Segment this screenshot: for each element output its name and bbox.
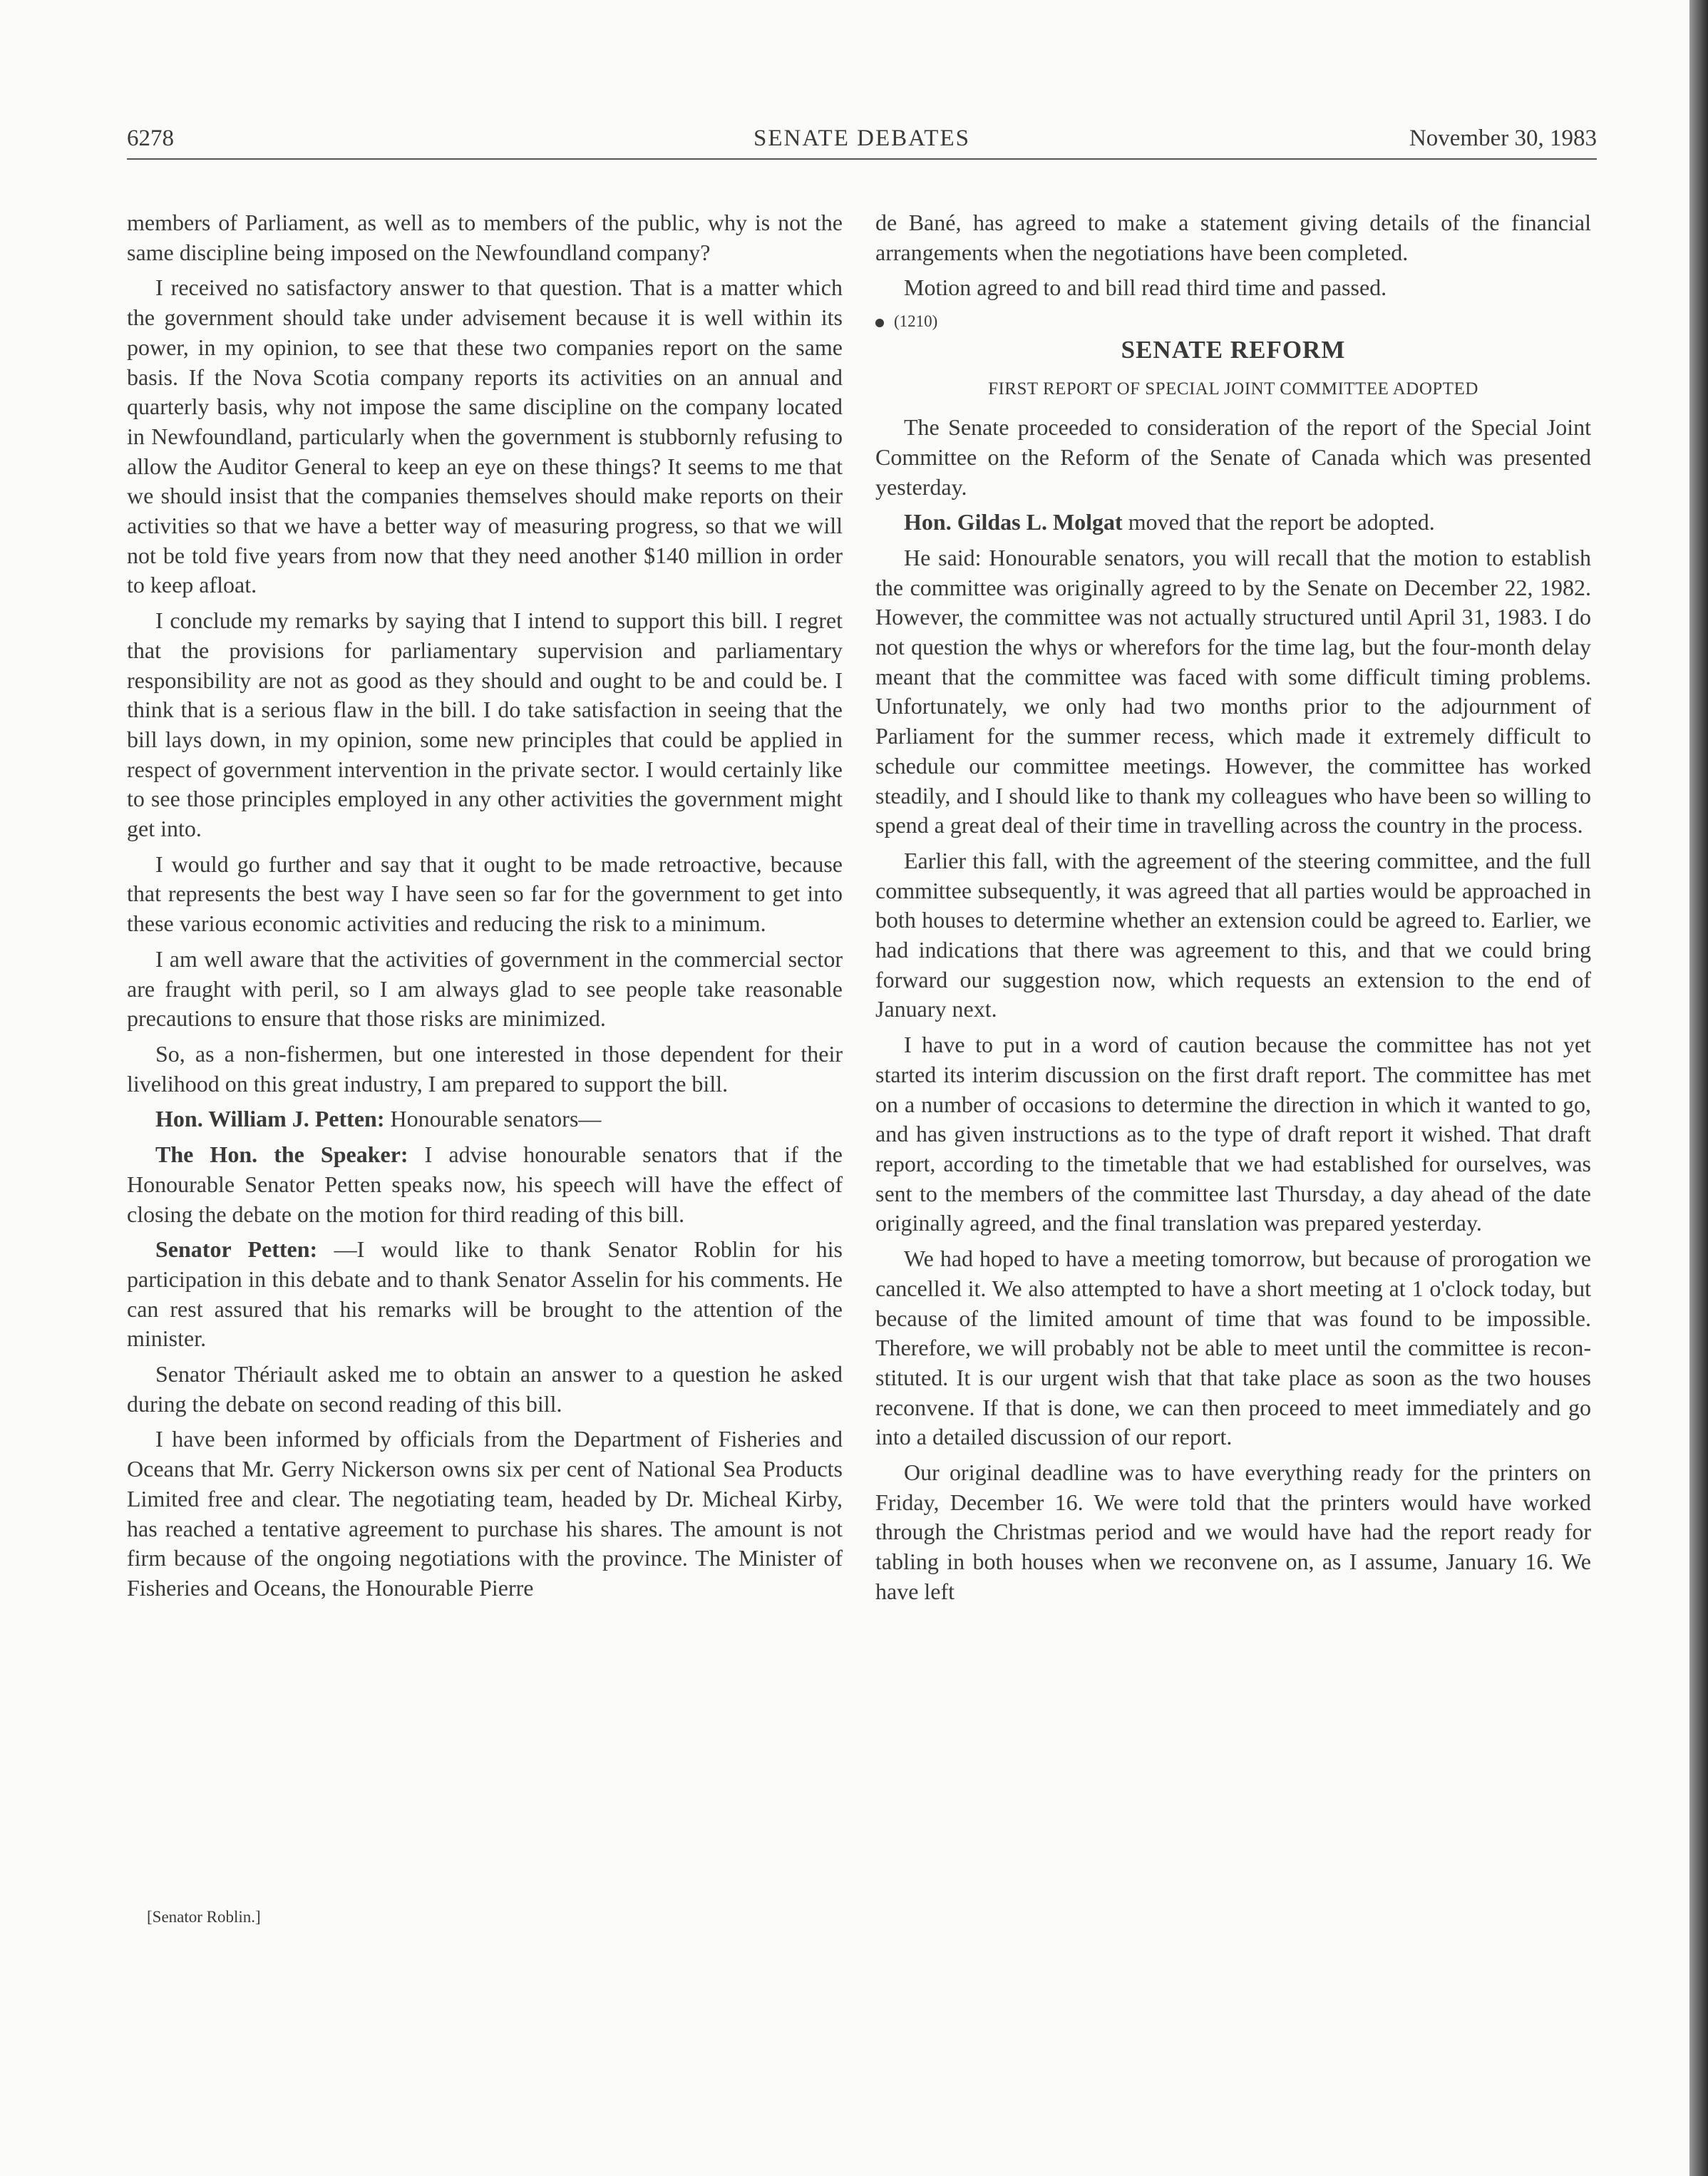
paragraph: I have been informed by officials from the Department of Fisheries and Oceans that Mr. Gerry Nickerson owns six per cent of National Sea Products Limited free and clear. The negotiating team, headed by Dr. Micheal Kirby, has reached a tentative agreement to purchase his shares. The amount is not firm because of the ongoing negotiations with the province. The Minister of Fisheries and Oceans, the Honourable Pierre xyxy=(127,1426,843,1601)
bullet-icon xyxy=(875,319,884,327)
speech-text: I advise honourable senators that if the Honourable Senator Petten speaks now, his speech will have the effect of closing the debate on the motion for third reading of this bill. xyxy=(127,1141,843,1227)
time-marker xyxy=(875,309,1591,334)
speech-text: —I would like to thank Senator Roblin for his participation in this debate and to thank Senator Asselin for his comments. He can rest assured that his remarks will be brought to the attention of the minister. xyxy=(127,1236,843,1352)
paragraph: de Bané, has agreed to make a statement giving details of the financial arrangements when the negotiations have been completed. xyxy=(875,210,1591,265)
paragraph: So, as a non-fishermen, but one interested in those dependent for their livelihood on this great industry, I am prepared to support the bill. xyxy=(127,1040,843,1097)
paragraph: Earlier this fall, with the agreement of the steering committee, and the full committee subsequently, it was agreed that all parties would be approached in both houses to determine whether an extension could be agreed to. Earlier, we had indications that there was agreement to this, and that we could bring forward our suggestion now, which requests an extension to the end of January next. xyxy=(875,847,1591,1022)
publication-date: November 30, 1983 xyxy=(1409,125,1597,151)
speaker-name: Senator Petten: xyxy=(155,1236,318,1263)
speech-paragraph xyxy=(127,1235,843,1354)
paragraph: Motion agreed to and bill read third time and passed. xyxy=(904,274,1387,301)
paragraph: I received no satisfactory answer to that question. That is a matter which the government should take under advisement because it is well within its power, in my opinion, to see that these two companies report on the same basis. If the Nova Scotia company reports its activities on an annual and quarterly basis, why not impose the same discipline on the company located in Newfoundland, particularly when the government is stubbornly refusing to allow the Auditor General to keep an eye on these things? It seems to me that we should insist that the companies themselves should make reports on their activities so that we have a better way of measuring progress, so that we will not be told five years from now that they need another $140 million in order to keep afloat. xyxy=(127,274,843,598)
paragraph: I have to put in a word of caution because the committee has not yet started its interim discussion on the first draft report. The committee has met on a number of occasions to determine the direction in which it wanted to go, and has given instructions as to the type of draft report it wished. That draft report, according to the timetable that we had established for ourselves, was sent to the members of the committee last Thursday, a day ahead of the date originally agreed, and the final translation was prepared yesterday. xyxy=(875,1032,1591,1236)
speech-text: Honourable senators— xyxy=(384,1106,602,1132)
publication-title: SENATE DEBATES xyxy=(753,125,970,151)
paragraph: I would go further and say that it ought to be made retroactive, because that represents the best way I have seen so far for the government to get into these various economic activities and reducing the risk to a minimum. xyxy=(127,851,843,937)
speech-paragraph xyxy=(875,508,1591,538)
paragraph: Senator Thériault asked me to obtain an answer to a question he asked during the debate on second reading of this bill. xyxy=(127,1361,843,1417)
paragraph: He said: Honourable senators, you will recall that the motion to establish the committee was originally agreed to by the Senate on December 22, 1982. However, the committee was not actually structured until April 31, 1983. I do not question the whys or wherefors for the time lag, but the four-month delay meant that the committee was faced with some difficult timing problems. Unfortunately, we only had two months prior to the adjournment of Parliament for the summer recess, which made it extremely difficult to schedule our committee meetings. However, the committee has worked steadily, and I should like to thank my colleagues who have been so willing to spend a great deal of their time in travelling across the country in the process. xyxy=(875,544,1591,838)
paragraph: I am well aware that the activities of government in the commercial sector are fraught with peril, so I am always glad to see people take reasonable precautions to ensure that those risks are minimized. xyxy=(127,945,843,1032)
speech-paragraph xyxy=(127,1104,843,1134)
paragraph: The Senate proceeded to consideration of the report of the Special Joint Committee on the Reform of the Senate of Canada which was presented yesterday. xyxy=(875,414,1591,500)
speaker-name: Hon. William J. Petten: xyxy=(155,1106,385,1132)
speaker-name: Hon. Gildas L. Molgat xyxy=(904,509,1123,535)
speech-text: moved that the report be adopted. xyxy=(1122,509,1435,535)
paragraph: Our original deadline was to have everything ready for the printers on Friday, December 16. We were told that the printers would have worked through the Christmas period and we would have had the report ready for tabling in both houses when we reconvene on, as I assume, January 16. We have left xyxy=(875,1459,1591,1604)
paragraph: We had hoped to have a meeting tomorrow, but because of prorogation we cancelled it. We also attempted to have a short meeting at 1 o'clock today, but because of the limited amount of time that was found to be impossible. Therefore, we will probably not be able to meet until the committee is reconstituted. It is our urgent wish that that take place as soon as the two houses reconvene. If that is done, we can then proceed to meet immediately and go into a detailed discussion of our report. xyxy=(875,1246,1591,1450)
page-edge-shadow xyxy=(1689,0,1708,2176)
section-title: SENATE REFORM xyxy=(1121,336,1346,364)
page-number: 6278 xyxy=(127,125,174,151)
paragraph: I conclude my remarks by saying that I intend to support this bill. I regret that the provisions for parliamentary supervision and parliamentary responsibility are not as good as they should and ought to be and could be. I think that is a serious flaw in the bill. I do take satisfaction in seeing that the bill lays down, in my opinion, some new principles that could be applied in respect of government intervention in the private sector. I would certainly like to see those principles employed in any other activities the government might get into. xyxy=(127,607,843,842)
paragraph: members of Parliament, as well as to members of the public, why is not the same discipline being imposed on the Newfoundland company? xyxy=(127,210,843,265)
right-column xyxy=(875,208,1591,1613)
time-marker-text: (1210) xyxy=(894,312,938,331)
left-column xyxy=(127,208,843,1609)
section-subtitle: FIRST REPORT OF SPECIAL JOINT COMMITTEE ADOPTED xyxy=(988,379,1478,399)
page-header xyxy=(127,123,1597,160)
speaker-name: The Hon. the Speaker: xyxy=(155,1141,408,1168)
speech-paragraph xyxy=(127,1140,843,1229)
footer-speaker-note: [Senator Roblin.] xyxy=(147,1908,261,1926)
